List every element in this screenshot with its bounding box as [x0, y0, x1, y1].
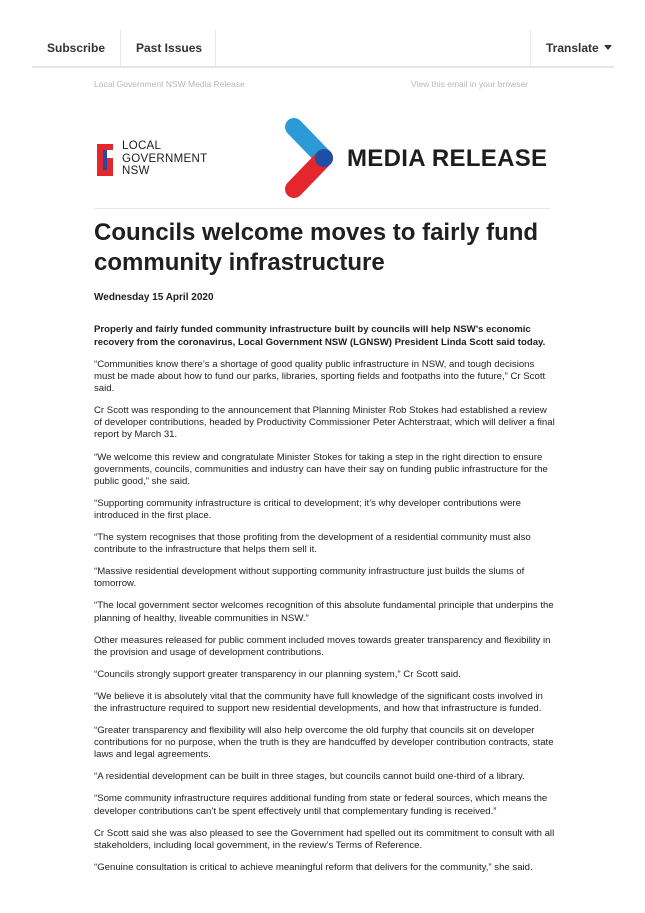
- article-paragraph: “The system recognises that those profiting from the development of a residential community must also contribute to the infrastructure that helps them sell it.: [94, 532, 531, 556]
- article-paragraph: “Communities know there’s a shortage of good quality public infrastructure in NSW, and tough decisions must be made about how to fund our parks, libraries, sporting fields and footpaths into the future,” Cr Scott said.: [94, 359, 546, 395]
- article-date: Wednesday 15 April 2020: [94, 292, 214, 303]
- top-navigation-bar: [32, 30, 614, 68]
- nav-divider: [215, 30, 216, 66]
- article-paragraph: Cr Scott said she was also pleased to see the Government had spelled out its commitment to consult with all stakeholders, including local government, in the review’s Terms of Reference.: [94, 827, 555, 851]
- article-paragraph: “A residential development can be built in three stages, but councils cannot build one-third of a library.: [94, 771, 525, 783]
- article-paragraph: Cr Scott was responding to the announcement that Planning Minister Rob Stokes had established a review of developer contributions, headed by Productivity Commissioner Peter Achterstraat, which will deliver a final report by March 31.: [94, 405, 555, 441]
- article-lead: Properly and fairly funded community infrastructure built by councils will help NSW’s economic recovery from the coronavirus, Local Government NSW (LGNSW) President Linda Scott said today.: [94, 324, 546, 348]
- article-title: Councils welcome moves to fairly fund community infrastructure: [94, 219, 539, 276]
- article-paragraph: “Genuine consultation is critical to achieve meaningful reform that delivers for the community,” she said.: [94, 861, 533, 873]
- lgnsw-logo: [94, 140, 224, 180]
- article-paragraph: “Some community infrastructure requires additional funding from state or federal sources, which means the developer contributions can’t be spent effectively until that complementary funding is received.”: [94, 793, 548, 817]
- logo-line-nsw: NSW: [122, 165, 150, 177]
- article-paragraph: “Councils strongly support greater transparency in our planning system,” Cr Scott said.: [94, 668, 461, 680]
- preheader-text: Local Government NSW Media Release: [94, 79, 245, 89]
- logo-line-government: GOVERNMENT: [122, 152, 208, 165]
- chevron-down-icon: [604, 45, 612, 50]
- subscribe-link[interactable]: Subscribe: [47, 41, 106, 55]
- lgnsw-mark-icon: [94, 142, 116, 178]
- article-paragraph: Other measures released for public comment included moves towards greater transparency and flexibility in the provision and usage of development contributions.: [94, 634, 551, 658]
- past-issues-link[interactable]: Past Issues: [136, 41, 203, 55]
- translate-label: Translate: [546, 41, 599, 55]
- article-paragraph: “Massive residential development without supporting community infrastructure just builds the slums of tomorrow.: [94, 566, 525, 590]
- view-in-browser-link[interactable]: View this email in your browser: [411, 79, 528, 89]
- translate-dropdown[interactable]: [546, 30, 612, 66]
- article-paragraph: “The local government sector welcomes recognition of this absolute fundamental principle that underpins the planning of healthy, liveable communities in NSW.”: [94, 600, 554, 624]
- media-release-logo: [284, 117, 564, 199]
- article-body: [94, 292, 556, 884]
- article-paragraph: “We believe it is absolutely vital that the community have full knowledge of the significant costs involved in the infrastructure required to support new residential developments, and how that infrastructure is funded.: [94, 690, 543, 714]
- header-divider: [94, 208, 550, 209]
- media-release-title: MEDIA RELEASE: [347, 145, 548, 172]
- article-paragraph: “Greater transparency and flexibility will also help overcome the old furphy that councils sit on developer contributions for no purpose, when the truth is they are handcuffed by developer contribution contracts, state laws and legal agreements.: [94, 725, 554, 761]
- article-paragraph: “Supporting community infrastructure is critical to development; it’s why developer contributions were introduced in the first place.: [94, 497, 521, 521]
- lgnsw-wordmark: [122, 140, 207, 178]
- nav-divider: [530, 30, 531, 66]
- logo-line-local: LOCAL: [122, 140, 162, 152]
- article-paragraph: “We welcome this review and congratulate Minister Stokes for taking a step in the right direction to ensure governments, councils, communities and industry can have their say on funding public infrastructure for the public good,” she said.: [94, 451, 548, 487]
- chevron-arrow-icon: [284, 117, 344, 199]
- nav-divider: [120, 30, 121, 66]
